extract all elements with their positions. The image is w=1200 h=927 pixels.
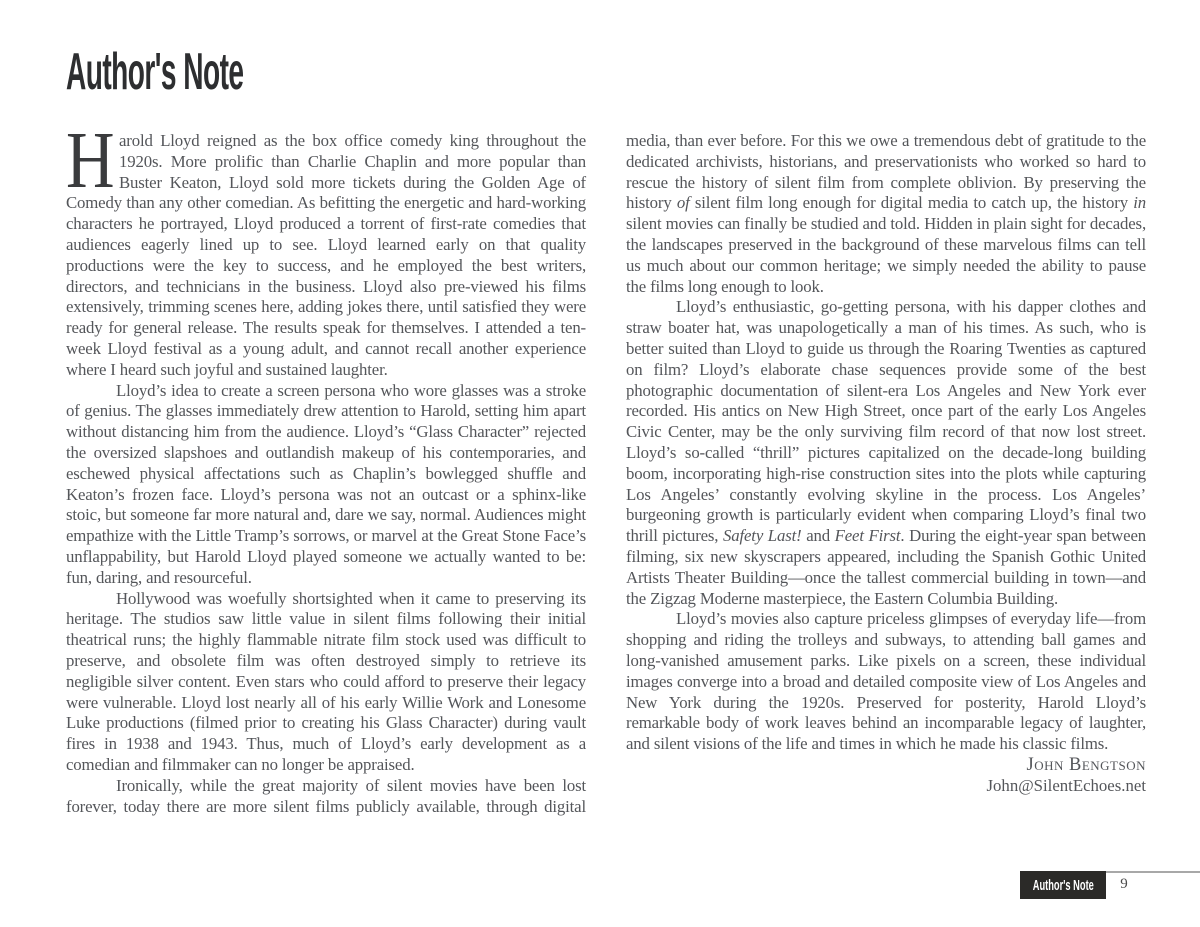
page-title [66,43,395,101]
paragraph-text: Ironically, while the great majority of silent movies have been lost forever, today there are more silent films publicly available, through digital [66,775,586,816]
paragraph-text: arold Lloyd reigned as the box office comedy king throughout the 1920s. More prolific than Charlie Chaplin and more popular than Buster Keaton, Lloyd sold more tickets during the Golden Age of Comedy than any other comedian. As befitting the energetic and hard-working characters he portrayed, Lloyd produced a torrent of first-rate comedies that audiences eagerly lined up to see. Lloyd learned early on that quality productions were the key to success, and he employed the best writers, directors, and technicians in the business. Lloyd also pre-viewed his films extensively, trimming scenes here, adding jokes there, until satisfied they were ready for general release. The results speak for themselves. I attended a ten-week Lloyd festival as a young adult, and cannot recall another experience where I heard such joyful and sustained laughter. [66,131,586,379]
paragraph [66,776,586,818]
page-number: 9 [1120,876,1128,892]
footer-rule [1106,871,1200,873]
signature-email: John@SilentEchoes.net [986,775,1146,795]
paragraph [626,131,1146,297]
paragraph-text: Hollywood was woefully shortsighted when it came to preserving its heritage. The studios saw little value in silent films following their initial theatrical runs; the highly flammable nitrate film stock used was difficult to preserve, and obsolete film was often destroyed simply to retrieve its negligible silver content. Even stars who could afford to preserve their legacy were vulnerable. Lloyd lost nearly all of his early Willie Work and Lonesome Luke productions (filmed prior to creating his Glass Character) during vault fires in 1938 and 1943. Thus, much of Lloyd’s early development as a comedian and filmmaker can no longer be appraised. [66,588,586,774]
footer-tab-label: Author's Note [1032,876,1094,894]
paragraph-text: Lloyd’s idea to create a screen persona who wore glasses was a stroke of genius. The glasses immediately drew attention to Harold, setting him apart without distancing him from the audience. Lloyd’s “Glass Character” rejected the oversized slapshoes and outlandish makeup of his contemporaries, and eschewed physical affectations such as Chaplin’s bowlegged shuffle and Keaton’s frozen face. Lloyd’s persona was not an outcast or a sphinx-like stoic, but someone far more natural and, dare we say, normal. Audiences might empathize with the Little Tramp’s sorrows, or marvel at the Great Stone Face’s unflappability, but Harold Lloyd played someone we actually wanted to be: fun, daring, and resourceful. [66,380,586,587]
right-column [626,131,1146,817]
left-column [66,117,586,817]
paragraph [66,117,586,381]
paragraph [626,609,1146,755]
paragraph [66,381,586,589]
signature-name: John Bengtson [1026,754,1146,775]
drop-cap: H [66,117,115,205]
signature-block [626,755,1146,797]
page-title-text: Author's Note [66,43,244,101]
paragraph-text: Lloyd’s enthusiastic, go-getting persona, with his dapper clothes and straw boater hat, was unapologetically a man of his times. As such, who is better suited than Lloyd to guide us through the Roaring Twenties as captured on film? Lloyd’s elaborate chase sequences provide some of the best photographic documentation of silent-era Los Angeles and New York ever recorded. His antics on New High Street, once part of the early Los Angeles Civic Center, may be the only surviving film record of that now lost street. Lloyd’s so-called “thrill” pictures capitalized on the decade-long building boom, incorporating high-rise construction sites into the plots while capturing Los Angeles’ constantly evolving skyline in the process. Los Angeles’ burgeoning growth is particularly evident when comparing Lloyd’s final two thrill pictures, Safety Last! and Feet First. During the eight-year span between filming, six new skyscrapers appeared, including the Spanish Gothic United Artists Theater Building—once the tallest commercial building in town—and the Zigzag Moderne masterpiece, the Eastern Columbia Building. [626,297,1146,608]
paragraph [626,297,1146,609]
article-body [66,117,1146,817]
paragraph-text: Lloyd’s movies also capture priceless glimpses of everyday life—from shopping and riding the trolleys and subways, to attending ball games and long-vanished amusement parks. Like pixels on a screen, these individual images converge into a broad and detailed composite view of Los Angeles and New York during the 1920s. Preserved for posterity, Harold Lloyd’s remarkable body of work leaves behind an incomparable legacy of laughter, and silent visions of the life and times in which he made his classic films. [626,609,1146,754]
paragraph-text: media, than ever before. For this we owe a tremendous debt of gratitude to the dedicated archivists, historians, and preservationists who worked so hard to rescue the history of silent film from complete oblivion. By preserving the history of silent film long enough for digital media to catch up, the history in silent movies can finally be studied and told. Hidden in plain sight for decades, the landscapes preserved in the background of these marvelous films can tell us much about our common heritage; we simply needed the ability to pause the films long enough to look. [626,131,1146,296]
paragraph [66,589,586,776]
footer-chapter-tab [1020,871,1106,899]
